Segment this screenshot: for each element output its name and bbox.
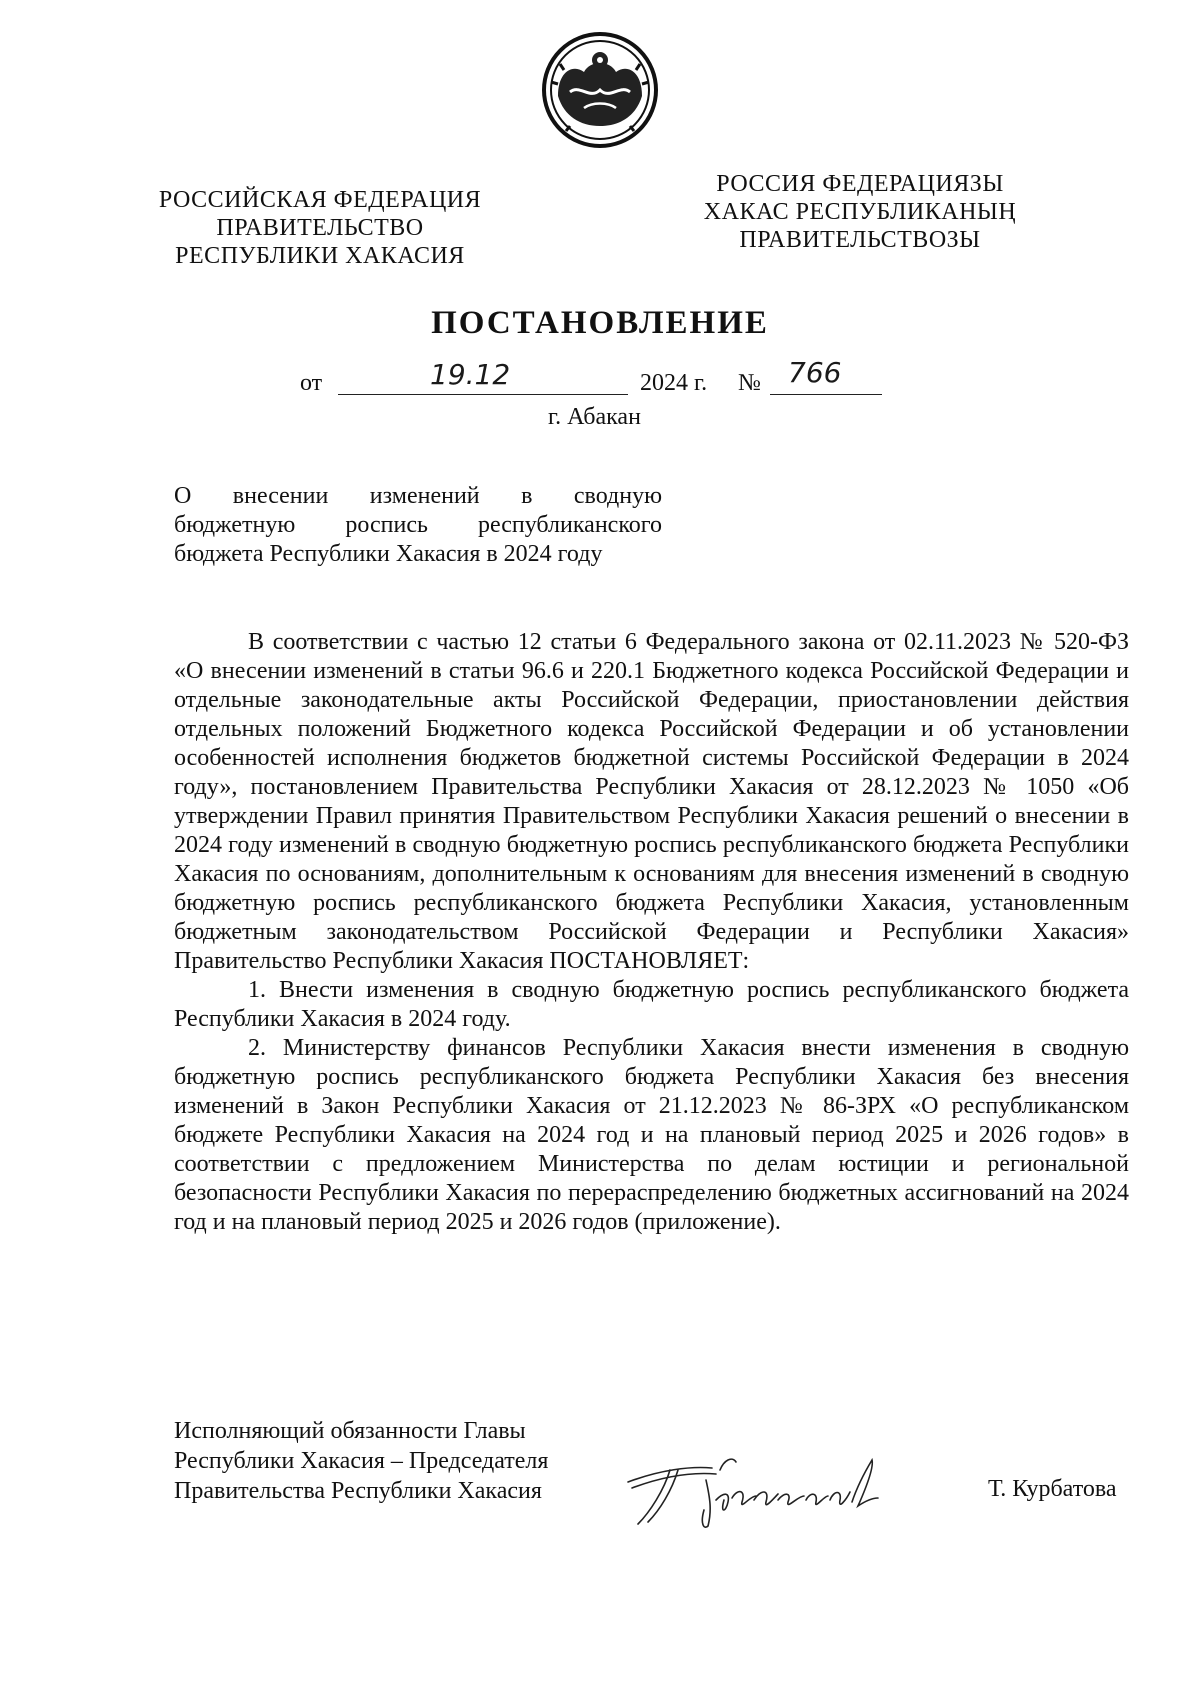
city: г. Абакан bbox=[548, 404, 641, 430]
date-line bbox=[300, 356, 920, 402]
subject-line: бюджетную роспись республиканского bbox=[174, 512, 662, 538]
number-handwritten: 766 bbox=[788, 356, 842, 389]
header-left-line: ПРАВИТЕЛЬСТВО bbox=[216, 215, 424, 241]
subject-block bbox=[174, 482, 662, 569]
item-2-paragraph: 2. Министерству финансов Республики Хакасия внести изменения в сводную бюджетную роспись республиканского бюджета Республики Хакасия без внесения изменений в Закон Республики Хакасия от 21.12.2023 № 86-ЗРХ «О республиканском бюджете Республики Хакасия на 2024 год и на плановый период 2025 и 2026 годов» в соответствии с предложением Министерства по делам юстиции и региональной безопасности Республики Хакасия по перераспределению бюджетных ассигнований на 2024 год и на плановый период 2025 и 2026 годов (приложение). bbox=[174, 1035, 1129, 1235]
subject-line: бюджета Республики Хакасия в 2024 году bbox=[174, 541, 603, 567]
header-right-line: РОССИЯ ФЕДЕРАЦИЯЗЫ bbox=[716, 171, 1004, 197]
year-label: 2024 г. bbox=[640, 370, 708, 396]
signatory-line: Республики Хакасия – Председателя bbox=[174, 1448, 549, 1474]
header-right bbox=[690, 170, 1030, 254]
item-1-paragraph: 1. Внести изменения в сводную бюджетную роспись республиканского бюджета Республики Хакасия в 2024 году. bbox=[174, 977, 1129, 1032]
document-title: ПОСТАНОВЛЕНИЕ bbox=[431, 305, 769, 341]
subject-line: О внесении изменений в сводную bbox=[174, 483, 662, 509]
signatory-line: Правительства Республики Хакасия bbox=[174, 1478, 542, 1504]
header-left-line: РЕСПУБЛИКИ ХАКАСИЯ bbox=[175, 243, 465, 269]
preamble-paragraph: В соответствии с частью 12 статьи 6 Федерального закона от 02.11.2023 № 520-ФЗ «О внесении изменений в статьи 96.6 и 220.1 Бюджетного кодекса Российской Федерации и отдельные законодательные акты Российской Федерации, приостановлении действия отдельных положений Бюджетного кодекса Российской Федерации и об установлении особенностей исполнения бюджетов бюджетной системы Российской Федерации в 2024 году», постановлением Правительства Республики Хакасия от 28.12.2023 № 1050 «Об утверждении Правил принятия Правительством Республики Хакасия решений о внесении в 2024 году изменений в сводную бюджетную роспись республиканского бюджета Республики Хакасия по основаниям, дополнительным к основаниям для внесения изменений в сводную бюджетную роспись республиканского бюджета Республики Хакасия, установленным бюджетным законодательством Российской Федерации и Республики Хакасия» Правительство Республики Хакасия ПОСТАНОВЛЯЕТ: bbox=[174, 629, 1129, 974]
signatory-name: Т. Курбатова bbox=[988, 1476, 1117, 1502]
header-right-line: ХАКАС РЕСПУБЛИКАНЫҢ bbox=[703, 199, 1017, 225]
document-body bbox=[174, 628, 1129, 1237]
header-left-line: РОССИЙСКАЯ ФЕДЕРАЦИЯ bbox=[158, 187, 482, 213]
header-left bbox=[150, 186, 490, 270]
number-label: № bbox=[738, 370, 761, 396]
date-handwritten: 19.12 bbox=[430, 358, 511, 391]
coat-of-arms-icon bbox=[540, 30, 660, 150]
signatory-title bbox=[174, 1416, 548, 1506]
handwritten-signature-icon bbox=[620, 1440, 900, 1535]
header-right-line: ПРАВИТЕЛЬСТВОЗЫ bbox=[739, 227, 981, 253]
from-label: от bbox=[300, 370, 323, 396]
signatory-line: Исполняющий обязанности Главы bbox=[174, 1418, 526, 1444]
